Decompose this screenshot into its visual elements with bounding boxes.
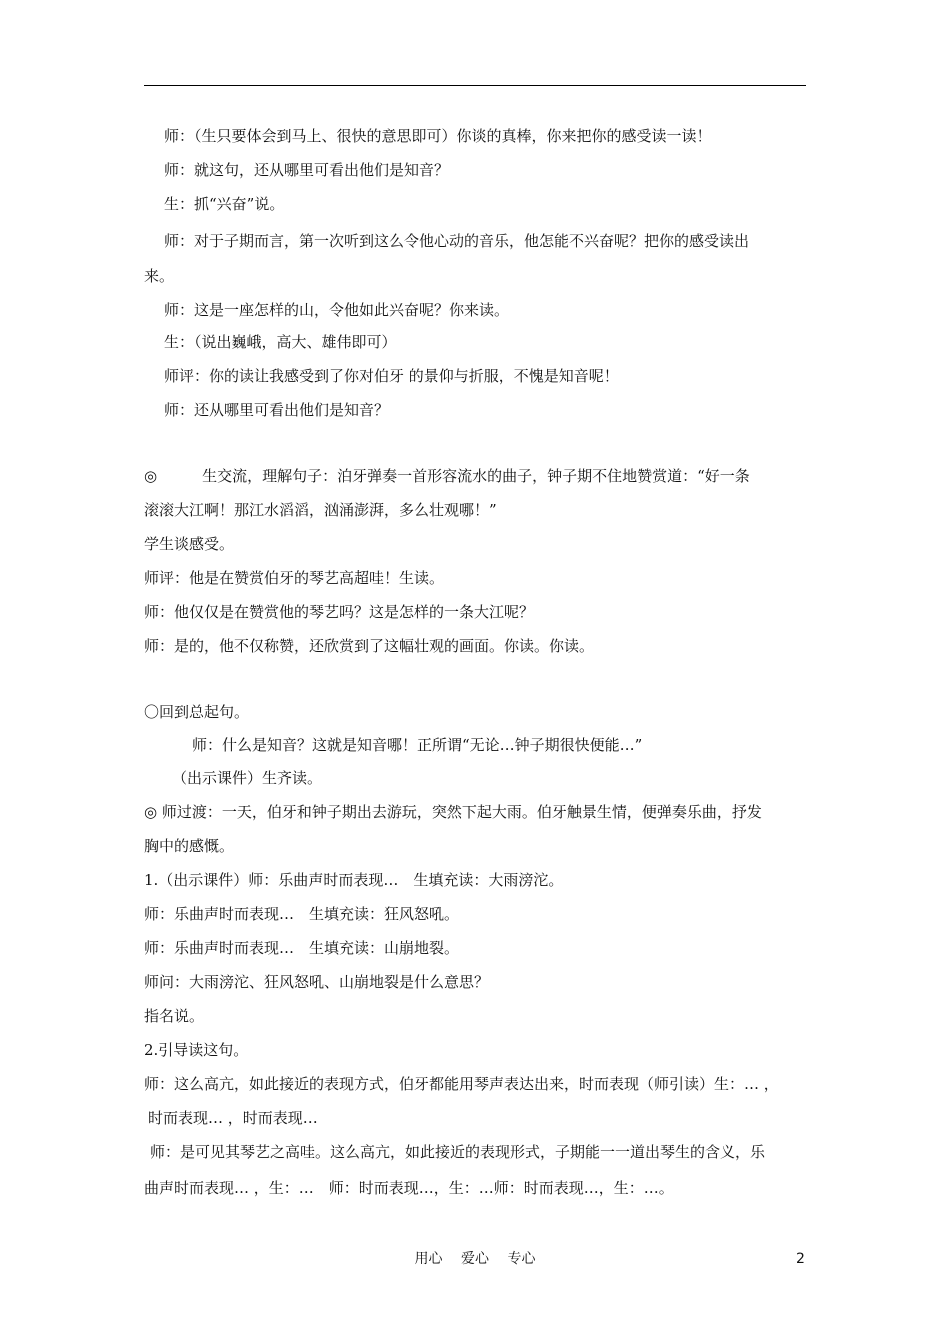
text-line: 师：就这句，还从哪里可看出他们是知音？ (164, 161, 450, 179)
text-line: 师：对于子期而言，第一次听到这么令他心动的音乐，他怎能不兴奋呢？把你的感受读出 (164, 232, 750, 250)
text-line: 生：抓“兴奋”说。 (164, 195, 285, 213)
footer-text: 用心 爱心 专心 (414, 1251, 536, 1267)
text-line: （出示课件）生齐读。 (172, 769, 323, 787)
text-line: 时而表现… ，时而表现… (148, 1109, 318, 1127)
text-line: 学生谈感受。 (144, 535, 235, 553)
text-line: 滚滚大江啊！那江水滔滔，汹涌澎湃，多么壮观哪！” (144, 501, 497, 519)
text-line: 2.引导读这句。 (144, 1041, 249, 1059)
text-line: 师评：他是在赞赏伯牙的琴艺高超哇！生读。 (144, 569, 445, 587)
text-line: 师：是的，他不仅称赞，还欣赏到了这幅壮观的画面。你读。你读。 (144, 637, 595, 655)
text-line: ◎ 生交流，理解句子：泊牙弹奏一首形容流水的曲子，钟子期不住地赞赏道：“好一条 (144, 467, 750, 485)
text-line: 生：（说出巍峨，高大、雄伟即可） (164, 333, 397, 351)
text-line: 师问：大雨滂沱、狂风怒吼、山崩地裂是什么意思？ (144, 973, 490, 991)
text-line: 师：什么是知音？这就是知音哪！正所谓“无论…钟子期很快便能…” (192, 736, 643, 754)
text-line: 师：还从哪里可看出他们是知音？ (164, 401, 390, 419)
text-line: 师：这么高亢，如此接近的表现方式，伯牙都能用琴声表达出来，时而表现（师引读）生：… ， (144, 1075, 779, 1093)
header-rule (144, 85, 806, 86)
text-line: 胸中的感慨。 (144, 837, 235, 855)
text-line: 1.（出示课件）师：乐曲声时而表现… 生填充读：大雨滂沱。 (144, 871, 564, 889)
text-line: 曲声时而表现… ，生：… 师：时而表现…，生：…师：时而表现…，生：…。 (144, 1179, 674, 1197)
text-line: 来。 (144, 267, 175, 285)
text-line: 师：乐曲声时而表现… 生填充读：狂风怒吼。 (144, 905, 460, 923)
text-line: ◎ 师过渡：一天，伯牙和钟子期出去游玩，突然下起大雨。伯牙触景生情，便弹奏乐曲，抒发 (144, 803, 762, 821)
text-line: 师：这是一座怎样的山，令他如此兴奋呢？你来读。 (164, 301, 510, 319)
text-line: 师：是可见其琴艺之高哇。这么高亢，如此接近的表现形式，子期能一一道出琴生的含义，乐 (150, 1143, 766, 1161)
text-line: 指名说。 (144, 1007, 205, 1025)
text-line: 师：他仅仅是在赞赏他的琴艺吗？这是怎样的一条大江呢？ (144, 603, 535, 621)
text-line: 〇回到总起句。 (144, 703, 250, 721)
text-line: 师评：你的读让我感受到了你对伯牙 的景仰与折服，不愧是知音呢！ (164, 367, 619, 385)
page-number: 2 (796, 1251, 805, 1267)
text-line: 师：乐曲声时而表现… 生填充读：山崩地裂。 (144, 939, 460, 957)
text-line: 师：（生只要体会到马上、很快的意思即可）你谈的真棒，你来把你的感受读一读！ (164, 127, 712, 145)
